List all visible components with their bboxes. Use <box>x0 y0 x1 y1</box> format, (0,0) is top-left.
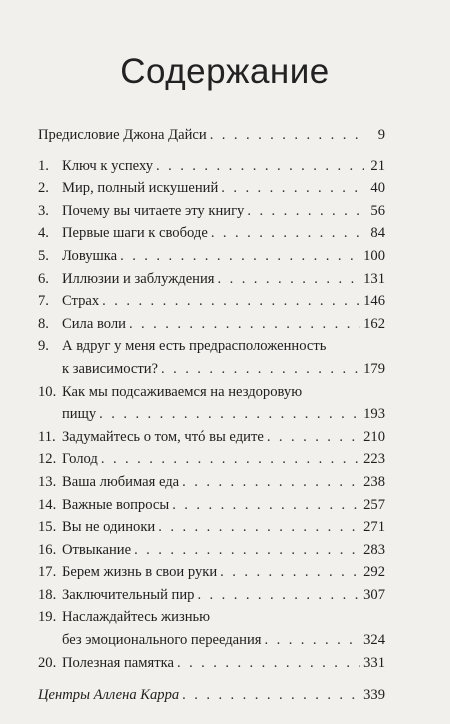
toc-entry-page: 146 <box>363 293 385 310</box>
toc-entry <box>38 222 385 245</box>
toc-entry-number: 10. <box>38 383 57 400</box>
dot-leader <box>182 684 360 707</box>
dot-leader <box>197 584 360 607</box>
toc-entry-number: 1. <box>38 157 49 174</box>
toc-entry-number: 15. <box>38 519 57 536</box>
toc-entry-label: Важные вопросы <box>62 496 170 513</box>
dot-leader <box>158 516 360 539</box>
dot-leader <box>247 200 364 223</box>
toc-entry-label: Иллюзии и заблуждения <box>62 270 215 287</box>
toc-entry-label: Ловушка <box>62 247 118 264</box>
toc-entry <box>38 177 385 200</box>
toc-entry <box>38 584 385 607</box>
toc-entry-number: 12. <box>38 451 57 468</box>
toc-entry-label: Почему вы читаете эту книгу <box>62 202 245 219</box>
toc-entry-number: 5. <box>38 247 49 264</box>
toc-entry-page: 324 <box>363 632 385 649</box>
toc-entry <box>38 335 385 380</box>
toc-entry-number: 14. <box>38 496 57 513</box>
toc-entry <box>38 448 385 471</box>
table-of-contents <box>38 124 385 707</box>
dot-leader <box>265 629 361 652</box>
dot-leader <box>101 448 360 471</box>
dot-leader <box>172 494 360 517</box>
toc-entry-label: Мир, полный искушений <box>62 180 219 197</box>
toc-entry <box>38 155 385 178</box>
toc-entry-label: Центры Аллена Карра <box>38 687 180 704</box>
page-title: Содержание <box>120 52 330 91</box>
toc-entry-label: Вы не одиноки <box>62 519 156 536</box>
toc-entry-label: Отвыкание <box>62 541 132 558</box>
toc-entry-label: Ключ к успеху <box>62 157 153 174</box>
toc-entry-number: 3. <box>38 202 49 219</box>
toc-entry-page: 9 <box>377 127 385 143</box>
toc-entry-label: Сила воли <box>62 315 126 332</box>
toc-entry-page: 307 <box>363 586 385 603</box>
toc-entry-number: 13. <box>38 473 57 490</box>
toc-entry-page: 40 <box>370 180 385 197</box>
toc-entry <box>38 426 385 449</box>
toc-entry-centers <box>38 684 385 707</box>
toc-entry-label: Предисловие Джона Дайси <box>38 127 207 143</box>
dot-leader <box>182 471 360 494</box>
dot-leader <box>210 124 364 147</box>
dot-leader <box>156 155 364 178</box>
toc-entry-label: Берем жизнь в свои руки <box>62 564 218 581</box>
dot-leader <box>220 561 360 584</box>
toc-entry-label: Ваша любимая еда <box>62 473 180 490</box>
toc-entry-number: 6. <box>38 270 49 287</box>
toc-entry <box>38 471 385 494</box>
toc-entry <box>38 313 385 336</box>
toc-entry-number: 8. <box>38 315 49 332</box>
toc-entry-number: 20. <box>38 654 57 671</box>
toc-entry-page: 257 <box>363 496 385 513</box>
toc-entry-page: 179 <box>363 360 385 377</box>
toc-entry <box>38 245 385 268</box>
toc-entry-label-continued: пищу <box>62 406 97 423</box>
toc-entry-page: 162 <box>363 315 385 332</box>
toc-entry-page: 283 <box>363 541 385 558</box>
toc-entry-label: Полезная памятка <box>62 654 174 671</box>
toc-entry-page: 331 <box>363 654 385 671</box>
dot-leader <box>129 313 360 336</box>
toc-entry-label: Голод <box>62 451 98 468</box>
toc-entry-label-continued: к зависимости? <box>62 360 159 377</box>
toc-entry-page: 56 <box>370 202 385 219</box>
toc-entry-page: 292 <box>363 564 385 581</box>
toc-entry-label: Заключительный пир <box>62 586 195 603</box>
toc-entry <box>38 290 385 313</box>
toc-entry-number: 7. <box>38 293 49 310</box>
dot-leader <box>99 403 360 426</box>
toc-entry-number: 17. <box>38 564 57 581</box>
dot-leader <box>218 268 361 291</box>
dot-leader <box>211 222 364 245</box>
toc-entry <box>38 200 385 223</box>
toc-entry-number: 19. <box>38 609 57 626</box>
toc-entry-page: 100 <box>363 247 385 264</box>
toc-entry-page: 339 <box>363 687 385 704</box>
toc-entry-number: 9. <box>38 338 49 355</box>
toc-entry-preface <box>38 124 385 147</box>
toc-entry-number: 11. <box>38 428 56 445</box>
dot-leader <box>161 358 360 381</box>
toc-entry-page: 271 <box>363 519 385 536</box>
toc-entry <box>38 561 385 584</box>
toc-entry-page: 84 <box>370 225 385 242</box>
toc-entry <box>38 606 385 651</box>
toc-entry-label: Первые шаги к свободе <box>62 225 208 242</box>
toc-entry-page: 193 <box>363 406 385 423</box>
toc-entry-number: 2. <box>38 180 49 197</box>
toc-entry <box>38 516 385 539</box>
toc-entry-label: А вдруг у меня есть предрасположенность <box>62 338 327 355</box>
toc-entry-number: 18. <box>38 586 57 603</box>
dot-leader <box>221 177 364 200</box>
toc-entry <box>38 268 385 291</box>
dot-leader <box>177 652 360 675</box>
toc-entry-label-continued: без эмоционального переедания <box>62 632 262 649</box>
dot-leader <box>267 426 360 449</box>
toc-entry <box>38 381 385 426</box>
toc-entry-label: Наслаждайтесь жизнью <box>62 609 211 626</box>
dot-leader <box>102 290 360 313</box>
dot-leader <box>134 539 360 562</box>
toc-entry-number: 4. <box>38 225 49 242</box>
toc-entry-label: Задумайтесь о том, чтó вы едите <box>62 428 264 445</box>
toc-entry-page: 210 <box>363 428 385 445</box>
dot-leader <box>120 245 360 268</box>
toc-entry-page: 223 <box>363 451 385 468</box>
toc-entry <box>38 539 385 562</box>
toc-entry-page: 238 <box>363 473 385 490</box>
toc-entry <box>38 652 385 675</box>
toc-entry-number: 16. <box>38 541 57 558</box>
toc-entry <box>38 494 385 517</box>
toc-entry-page: 21 <box>370 157 385 174</box>
toc-entry-page: 131 <box>363 270 385 287</box>
toc-entry-label: Страх <box>62 293 100 310</box>
toc-entry-label: Как мы подсаживаемся на нездоровую <box>62 383 303 400</box>
